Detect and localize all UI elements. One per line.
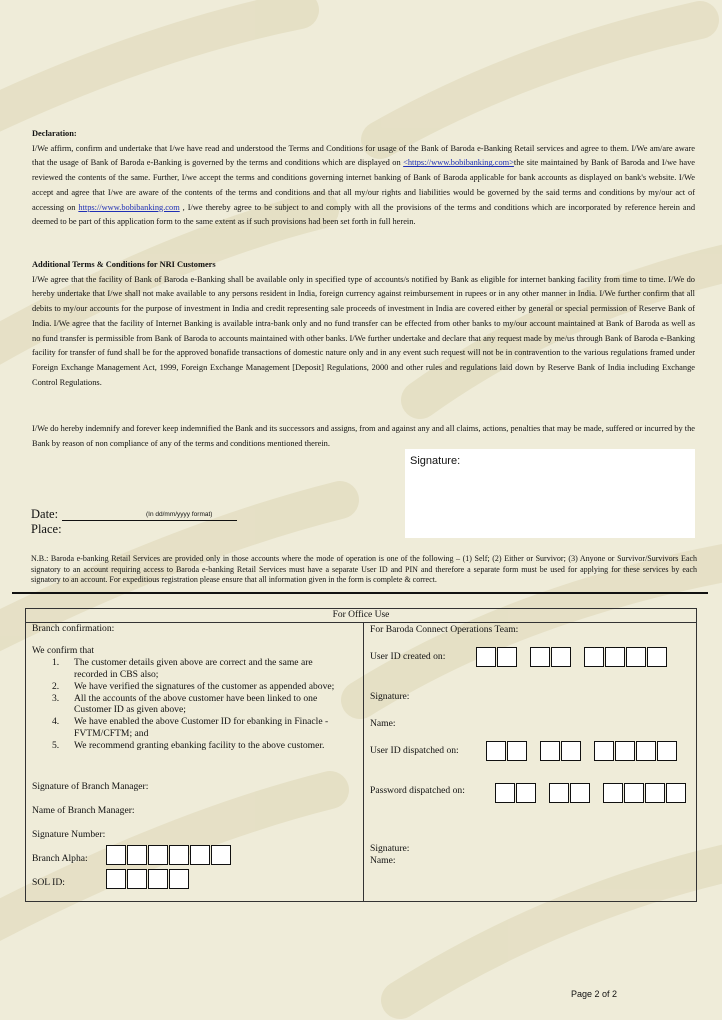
list-item: 2. We have verified the signatures of the customer as appended above; <box>52 680 335 692</box>
char-box[interactable] <box>148 845 168 865</box>
branch-alpha-label: Branch Alpha: <box>32 853 88 864</box>
date-box[interactable] <box>603 783 623 803</box>
note-text: N.B.: Baroda e-banking Retail Services are provided only in those accounts where the mode of operation is one of the following – (1) Self; (2) Either or Survivor; (3) Anyone or Survivor/Survivors Each signatory to an account requiring access to Baroda e-banking Retail Services must have a separate User ID and PIN and therefore a separate form must be used for applying for these services by each signatory to an account. For expeditious registration please ensure that all information given in the form is complete & correct. <box>31 554 697 585</box>
date-box[interactable] <box>594 741 614 761</box>
applicant-signature-box[interactable] <box>405 449 695 538</box>
date-box[interactable] <box>647 647 667 667</box>
declaration-text-1: I/We affirm, confirm and undertake that I/we have read and understood the Terms and Conditions for usage of the Bank of Baroda e-Banking Retail services and agree to them. I/We am/are aware that the usage of Bank of Baroda e-Banking is governed by the terms and conditions which are displayed on <box>32 143 695 168</box>
char-box[interactable] <box>211 845 231 865</box>
ops-signature-label: Signature: <box>370 691 410 702</box>
column-divider <box>363 622 364 901</box>
branch-manager-name-label: Name of Branch Manager: <box>32 805 135 816</box>
date-box[interactable] <box>570 783 590 803</box>
date-box[interactable] <box>495 783 515 803</box>
date-box[interactable] <box>624 783 644 803</box>
char-box[interactable] <box>190 845 210 865</box>
date-box[interactable] <box>645 783 665 803</box>
sol-id-boxes[interactable] <box>106 869 190 889</box>
date-box[interactable] <box>636 741 656 761</box>
ops-signature-2-label: Signature: <box>370 843 410 854</box>
confirmation-list <box>28 657 338 752</box>
office-use-title: For Office Use <box>26 609 696 623</box>
list-item: 1. The customer details given above are correct and the same are recorded in CBS also; <box>52 657 313 680</box>
char-box[interactable] <box>106 869 126 889</box>
date-box[interactable] <box>605 647 625 667</box>
nri-heading: Additional Terms & Conditions for NRI Customers <box>32 260 216 269</box>
date-label: Date: <box>31 507 59 521</box>
date-box[interactable] <box>561 741 581 761</box>
date-box[interactable] <box>540 741 560 761</box>
bobibanking-link-1[interactable]: <https://www.bobibanking.com> <box>403 158 514 168</box>
nri-section <box>32 258 695 390</box>
char-box[interactable] <box>106 845 126 865</box>
date-box[interactable] <box>584 647 604 667</box>
declaration-section <box>32 127 695 230</box>
date-box[interactable] <box>516 783 536 803</box>
ops-name-label: Name: <box>370 718 396 729</box>
char-box[interactable] <box>127 845 147 865</box>
nri-text: I/We agree that the facility of Bank of Baroda e-Banking shall be available only in specified type of accounts/s notified by Bank as eligible for internet banking facility from time to time. I/We do hereby undertake that I/we shall not make available to any persons resident in India, foreign currency against reimbursement in rupees or in any other manner in India. I/We further confirm that all debits to my/our accounts for the purpose of investment in India and credit representing sale proceeds of investment in India are covered either by general or special permission of Reserve Bank of India. I/We agree that the facility of Internet Banking is available intra-bank only and no fund transfer can be effected from other banks to my/our account maintained at Bank of Baroda as well as no fund transfer is permissible from Bank of Baroda to accounts maintained with other banks. I/We further undertake and declare that any request made by me/us through Bank of Baroda e-Banking facility for transfer of fund shall be for the approved bonafide transactions of domestic nature only and in any event such request will not be in contravention to the various regulations framed under Foreign Exchange Management Act, 1999, Foreign Exchange Management [Deposit] Regulations, 2000 and other rules and regulations laid down by Reserve Bank of India including Exchange Control Regulations. <box>32 274 695 387</box>
date-box[interactable] <box>615 741 635 761</box>
date-field[interactable] <box>62 520 237 521</box>
date-box[interactable] <box>497 647 517 667</box>
signature-label: Signature: <box>410 455 461 467</box>
list-item: 3. All the accounts of the above customer have been linked to one Customer ID as given above; <box>52 692 318 715</box>
password-dispatched-label: Password dispatched on: <box>370 785 465 796</box>
user-id-dispatched-date-boxes[interactable] <box>486 741 678 761</box>
section-divider <box>12 592 708 594</box>
declaration-heading: Declaration: <box>32 129 77 138</box>
ops-name-2-label: Name: <box>370 855 396 866</box>
sol-id-label: SOL ID: <box>32 877 65 888</box>
declaration-text-2: the site maintained by Bank of Baroda and I/we have reviewed the contents of the same. Further, I/we accept the terms and conditions governing internet banking of Bank of Baroda applicable for bank accounts as displayed on bank's website. I/We accept and agree that I/we are aware of the contents of the terms and conditions and that all my/our rights and liabilities would be governed by the said terms and conditions by my/our act of accessing on <box>32 158 695 212</box>
list-item: 5. We recommend granting ebanking facility to the above customer. <box>52 739 325 751</box>
char-box[interactable] <box>148 869 168 889</box>
date-format-hint: (In dd/mm/yyyy format) <box>146 511 213 518</box>
user-id-created-label: User ID created on: <box>370 651 446 662</box>
date-box[interactable] <box>626 647 646 667</box>
date-box[interactable] <box>530 647 550 667</box>
date-box[interactable] <box>486 741 506 761</box>
date-box[interactable] <box>666 783 686 803</box>
place-label: Place: <box>31 522 62 536</box>
branch-manager-signature-label: Signature of Branch Manager: <box>32 781 149 792</box>
indemnity-text: I/We do hereby indemnify and forever keep indemnified the Bank and its successors and assigns, from and against any and all claims, actions, penalties that may be made, suffered or incurred by the Bank by reason of non compliance of any of the terms and conditions mentioned therein. <box>32 424 695 448</box>
we-confirm-text: We confirm that <box>32 645 95 656</box>
user-id-created-date-boxes[interactable] <box>476 647 668 667</box>
date-box[interactable] <box>476 647 496 667</box>
date-box[interactable] <box>507 741 527 761</box>
char-box[interactable] <box>169 845 189 865</box>
password-dispatched-date-boxes[interactable] <box>495 783 687 803</box>
branch-confirmation-heading: Branch confirmation: <box>32 623 115 634</box>
signature-number-label: Signature Number: <box>32 829 106 840</box>
branch-alpha-boxes[interactable] <box>106 845 232 865</box>
char-box[interactable] <box>127 869 147 889</box>
ops-team-heading: For Baroda Connect Operations Team: <box>370 624 519 635</box>
user-id-dispatched-label: User ID dispatched on: <box>370 745 459 756</box>
declaration-text-3: , I/we thereby agree to be subject to and comply with all the provisions of the terms and conditions which are incorporated by reference herein and deemed to be part of this application form to the same extent as if such provisions had been set forth in full herein. <box>32 202 696 227</box>
char-box[interactable] <box>169 869 189 889</box>
list-item: 4. We have enabled the above Customer ID for ebanking in Finacle - FVTM/CFTM; and <box>52 716 329 739</box>
bobibanking-link-2[interactable]: https://www.bobibanking.com <box>78 202 180 212</box>
date-box[interactable] <box>549 783 569 803</box>
date-box[interactable] <box>657 741 677 761</box>
page-number: Page 2 of 2 <box>571 989 618 999</box>
date-box[interactable] <box>551 647 571 667</box>
